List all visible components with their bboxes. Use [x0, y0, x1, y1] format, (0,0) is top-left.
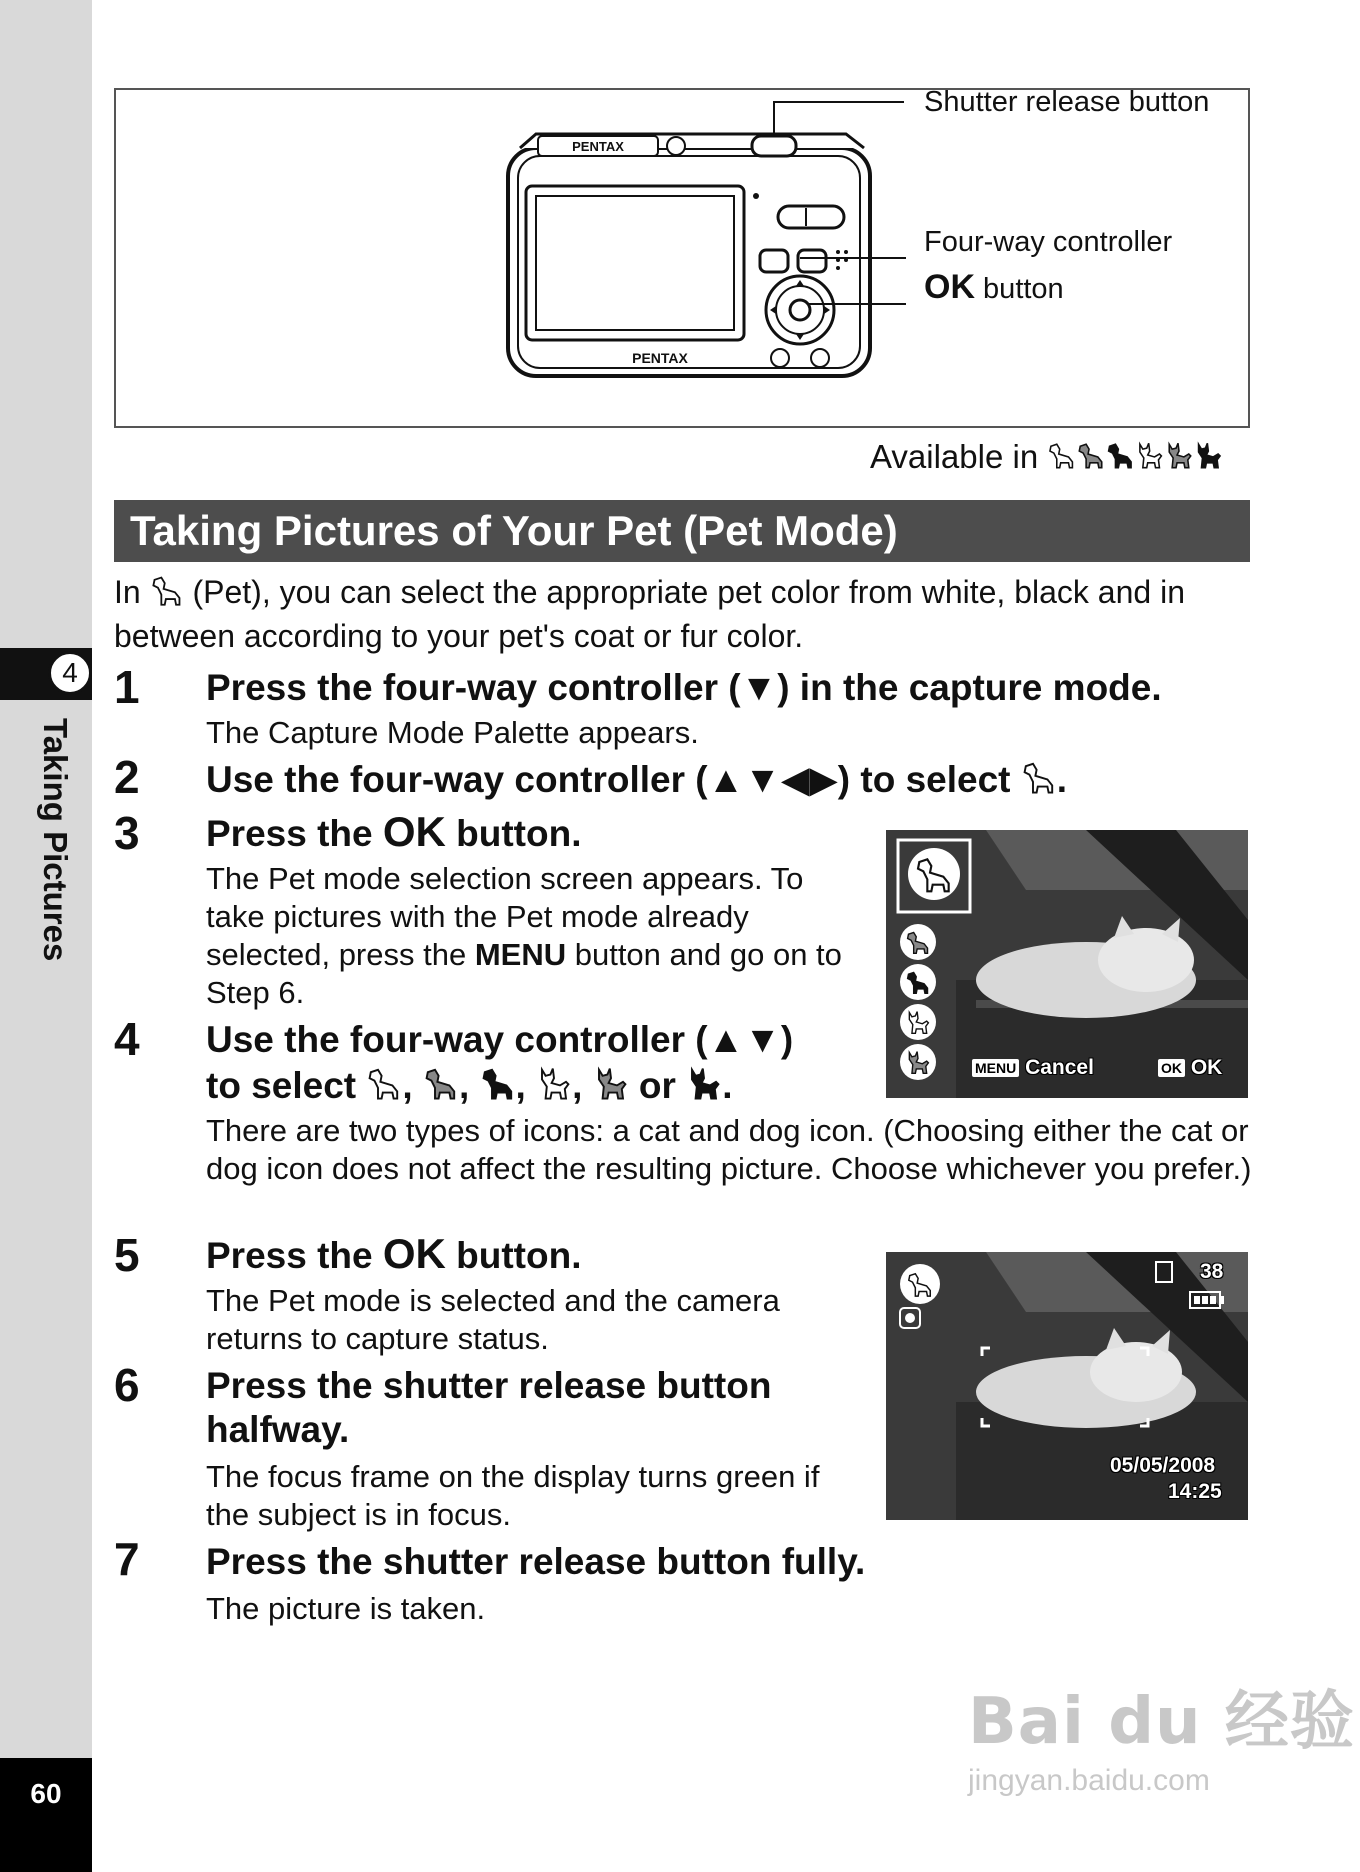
- watermark-main: Bai du 经验: [968, 1685, 1355, 1759]
- available-label: Available in: [870, 438, 1039, 475]
- pet-mode-selection-screen: [886, 830, 1248, 1098]
- step-1-number: 1: [114, 661, 140, 713]
- ok-tag: OK: [1158, 1059, 1185, 1077]
- step-3-heading: [206, 810, 581, 856]
- end-dot: .: [722, 1065, 733, 1106]
- callout-ok-rest: button: [975, 273, 1064, 305]
- step-5-body: The Pet mode is selected and the camera returns to capture status.: [206, 1283, 780, 1356]
- chapter-label: Taking Pictures: [37, 718, 74, 962]
- dog-gray-icon: [423, 1065, 459, 1111]
- step-5-heading-before: Press the: [206, 1235, 383, 1276]
- intro-after: (Pet), you can select the appropriate pet color from white, black and in between according to your pet's coat or fur color.: [114, 574, 1185, 655]
- shots-remaining: 38: [1200, 1260, 1224, 1283]
- step-6-body: The focus frame on the display turns green if the subject is in focus.: [206, 1459, 820, 1532]
- screen1-ok: [1158, 1056, 1222, 1080]
- screen2-date: 05/05/2008: [1110, 1454, 1216, 1477]
- or-word: or: [628, 1065, 687, 1106]
- intro-before: In: [114, 574, 150, 610]
- dog-white-icon: [366, 1065, 402, 1111]
- sep-3: ,: [515, 1065, 526, 1106]
- step-5-heading: [206, 1232, 581, 1278]
- cat-white-icon: [536, 1065, 572, 1111]
- section-title: Taking Pictures of Your Pet (Pet Mode): [130, 507, 898, 554]
- step-3-number: 3: [114, 807, 140, 859]
- step-5-heading-after: button.: [445, 1235, 582, 1276]
- page-number-box: [0, 1758, 92, 1872]
- screen2-time: 14:25: [1168, 1480, 1222, 1503]
- pet-icon: [150, 573, 184, 616]
- step-2-number: 2: [114, 751, 140, 803]
- watermark-sub: jingyan.baidu.com: [968, 1764, 1210, 1797]
- step-3-heading-before: Press the: [206, 813, 383, 854]
- step-3-body-before: The Pet mode selection screen appears. To take pictures with the Pet mode already selected, press the: [206, 861, 804, 972]
- camera-figure: [114, 88, 1250, 428]
- cat-black-icon: [686, 1065, 722, 1111]
- step-1-heading: Press the four-way controller (▼) in the capture mode.: [206, 667, 1162, 708]
- ok-label: OK: [1190, 1056, 1223, 1079]
- step-4-number: 4: [114, 1013, 140, 1065]
- step-4-body: [206, 1112, 1256, 1188]
- step-2-heading-after: .: [1056, 759, 1068, 800]
- step-3-menu-key: MENU: [474, 937, 567, 972]
- pet-mode-icons: [1047, 440, 1223, 470]
- available-modes: [870, 438, 1223, 478]
- step-3-heading-after: button.: [445, 813, 582, 854]
- menu-tag: MENU: [972, 1059, 1019, 1077]
- screen1-cancel: [972, 1056, 1094, 1080]
- step-5-number: 5: [114, 1229, 140, 1281]
- chapter-number: 4: [48, 651, 92, 695]
- step-3-ok-key: OK: [382, 808, 446, 855]
- callout-ok-key: OK: [924, 268, 975, 306]
- page-number: 60: [30, 1778, 62, 1809]
- step-4-heading-line2: [206, 1064, 733, 1111]
- step-6-number: 6: [114, 1359, 140, 1411]
- available-pet-icons: [1047, 440, 1223, 478]
- dog-black-icon: [480, 1065, 516, 1111]
- step-3-body: [206, 860, 866, 1012]
- intro-paragraph: [114, 572, 1254, 656]
- camera-brand-top: PENTAX: [572, 139, 624, 154]
- step-4-heading-before: to select: [206, 1065, 367, 1106]
- callout-shutter-release: Shutter release button: [924, 86, 1210, 118]
- step-5-ok-key: OK: [382, 1230, 446, 1277]
- step-7-body: The picture is taken.: [206, 1591, 486, 1626]
- sep-1: ,: [402, 1065, 413, 1106]
- baidu-watermark: [968, 1670, 1355, 1798]
- capture-status-screen: [886, 1252, 1248, 1520]
- step-6-heading-line1: Press the shutter release button: [206, 1365, 772, 1406]
- sep-4: ,: [572, 1065, 583, 1106]
- pet-icon: [1021, 759, 1057, 805]
- step-4-heading-line1: Use the four-way controller (▲▼): [206, 1019, 794, 1060]
- step-4-body-text: There are two types of icons: a cat and dog icon. (Choosing either the cat or dog icon does not affect the resulting picture. Choose whichever you prefer.): [206, 1113, 1252, 1186]
- cat-gray-icon: [593, 1065, 629, 1111]
- step-2-heading: [206, 758, 1067, 805]
- step-7-heading: Press the shutter release button fully.: [206, 1541, 866, 1582]
- cancel-label: Cancel: [1025, 1056, 1094, 1079]
- sep-2: ,: [458, 1065, 470, 1106]
- step-7-number: 7: [114, 1533, 140, 1585]
- step-2-heading-before: Use the four-way controller (▲▼◀▶) to select: [206, 759, 1021, 800]
- callout-four-way-controller: Four-way controller: [924, 226, 1173, 258]
- camera-brand-bottom: PENTAX: [632, 350, 688, 366]
- step-3-body-after: button and go on to Step 6.: [206, 937, 842, 1010]
- step-1-body: The Capture Mode Palette appears.: [206, 715, 699, 750]
- step-6-heading-line2: halfway.: [206, 1409, 350, 1450]
- callout-ok-button: [924, 268, 1064, 307]
